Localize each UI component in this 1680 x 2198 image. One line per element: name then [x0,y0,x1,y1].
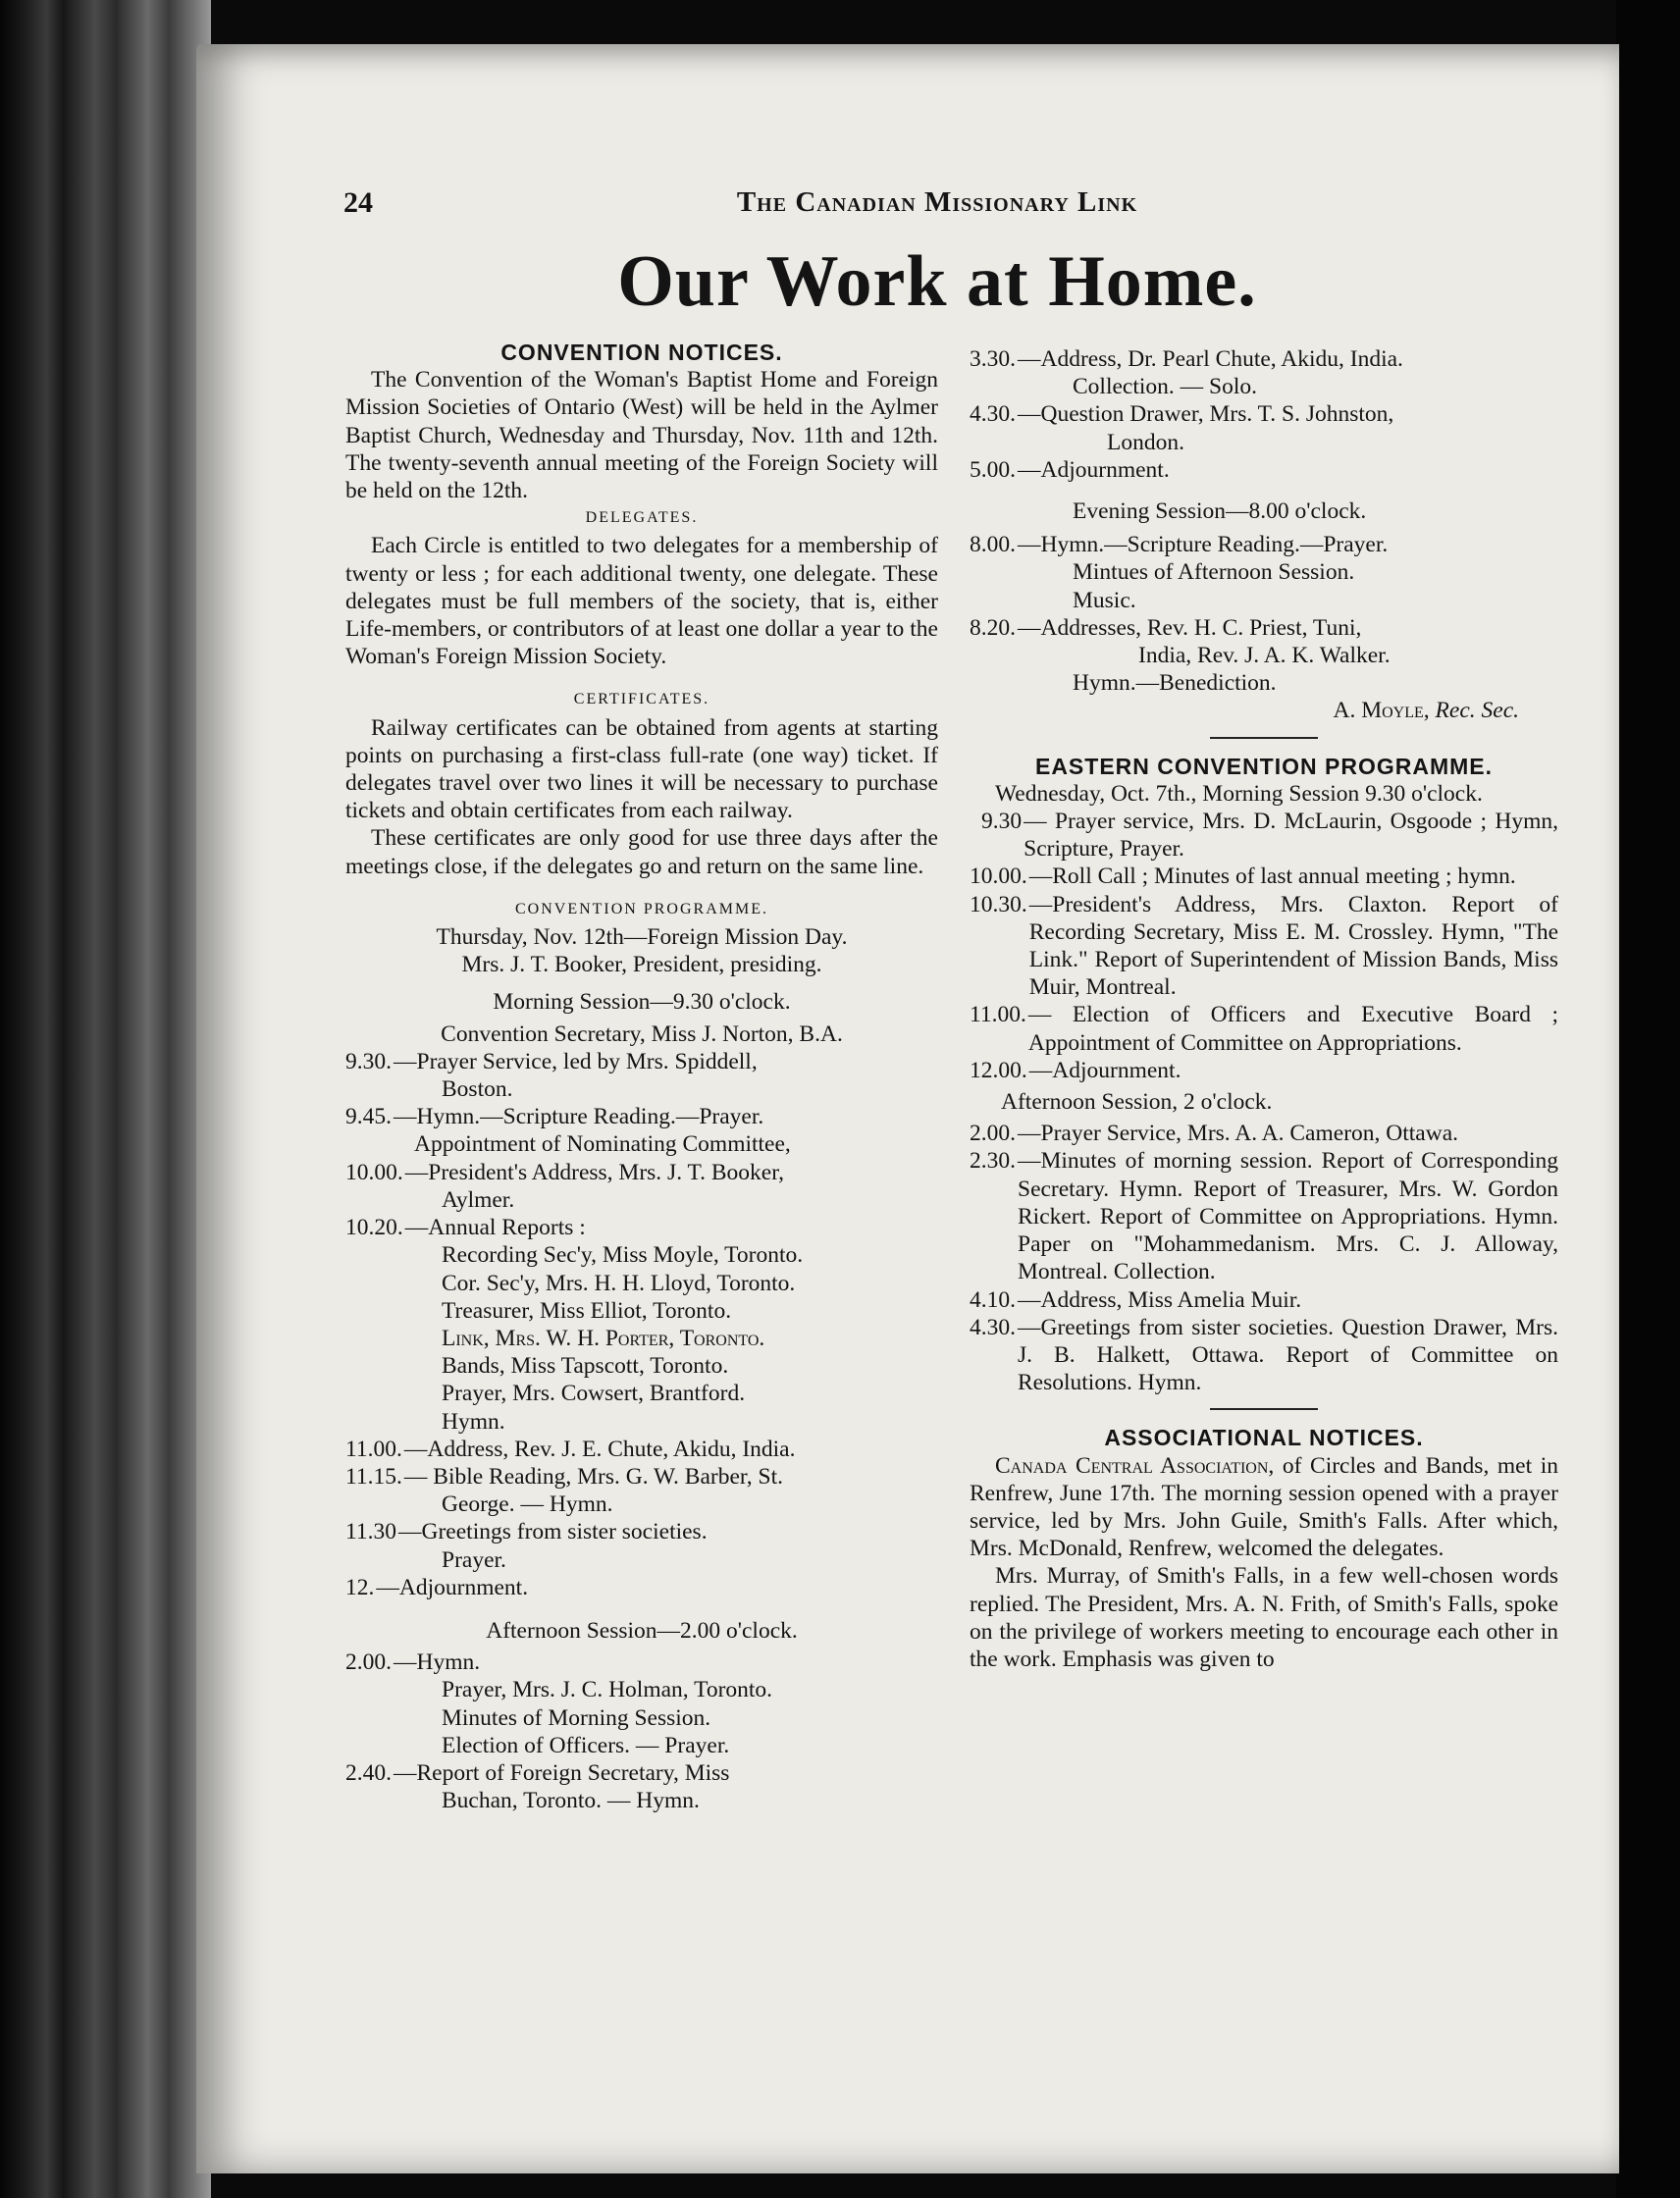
programme-item: 10.00. —Roll Call ; Minutes of last annual meeting ; hymn. [970,864,1516,890]
programme-day: Thursday, Nov. 12th—Foreign Mission Day. [436,924,848,951]
programme-item: 10.00. —President's Address, Mrs. J. T. Booker, [345,1159,784,1185]
page-title: Our Work at Home. [617,241,1257,322]
delegates-heading: DELEGATES. [585,509,699,527]
eastern-heading: EASTERN CONVENTION PROGRAMME. [1034,753,1494,779]
programme-item: 3.30. —Address, Dr. Pearl Chute, Akidu, India. [970,346,1403,372]
programme-item: 11.00. —Address, Rev. J. E. Chute, Akidu, India. [345,1436,796,1462]
programme-item: 8.00. —Hymn.—Scripture Reading.—Prayer. [970,532,1389,558]
scan-border [1616,0,1680,2198]
evening-session: Evening Session—8.00 o'clock. [1073,498,1367,525]
programme-item: 4.30. —Question Drawer, Mrs. T. S. Johnston, [970,401,1394,428]
programme-item: 8.20. —Addresses, Rev. H. C. Priest, Tuni, [970,614,1362,641]
delegates-text: Each Circle is entitled to two delegates for a membership of twenty or less ; for each additional twenty, one delegate. These delegates must be full members of the society, that is, either Life-members, or contributors of at least one dollar a year to the Woman's Foreign Mission Society. [345,533,938,670]
convention-intro: The Convention of the Woman's Baptist Home and Foreign Mission Societies of Ontario (West) will be held in the Aylmer Baptist Church, Wednesday and Thursday, Nov. 11th and 12th. The twenty-seventh annual meeting of the Foreign Society will be held on the 12th. [345,367,938,504]
running-title: The Canadian Missionary Link [736,186,1138,218]
programme-item: 2.00. —Hymn. [345,1649,481,1676]
programme-item: 11.15. — Bible Reading, Mrs. G. W. Barber, St. [345,1463,784,1490]
eastern-intro: Wednesday, Oct. 7th., Morning Session 9.30 o'clock. [995,780,1483,807]
page-number: 24 [343,186,373,219]
programme-item: 9.30 — Prayer service, Mrs. D. McLaurin, Osgoode ; Hymn, Scripture, Prayer. [981,809,1558,863]
programme-item: 4.30. —Greetings from sister societies. Question Drawer, Mrs. J. B. Halkett, Ottawa. Report of Committee on Resolutions. Hymn. [970,1314,1558,1396]
certificates-heading: CERTIFICATES. [573,691,710,708]
report-line: Prayer, Mrs. Cowsert, Brantford. [442,1381,746,1407]
certificates-text-2: These certificates are only good for use three days after the meetings close, if the delegates go and return on the same line. [345,825,938,879]
report-line: Hymn. [442,1408,505,1435]
report-line: Cor. Sec'y, Mrs. H. H. Lloyd, Toronto. [442,1270,796,1296]
associational-paragraph-1: Canada Central Association, of Circles and Bands, met in Renfrew, June 17th. The morning session opened with a prayer service, led by Mrs. John Guile, Smith's Falls. After which, Mrs. McDonald, Renfrew, welcomed the delegates. [970,1452,1558,1562]
report-line: Treasurer, Miss Elliot, Toronto. [442,1297,732,1324]
programme-item: 11.30 —Greetings from sister societies. [345,1519,708,1545]
right-column: 3.30. —Address, Dr. Pearl Chute, Akidu, India. Collection. — Solo. 4.30. —Question Drawer, Mrs. T. S. Johnston, London. 5.00. —Adjournment. Evening Session—8.00 o'clock. 8.00. —Hymn.—Scripture Reading.—Prayer. Mintues of Afternoon Session. Music. 8.20. —Addresses, Rev. H. C. Priest, Tuni, India, Rev. J. A. K. Walker. Hymn.—Benediction. A. Moyle, Rec. Sec. EASTERN CONVENTION PROGRAMME. Wednesday, Oct. 7th., Morning Session 9.30 o'clock. 9.30 — Prayer service, Mrs. D. McLaurin, Osgoode ; Hymn, Scripture, Prayer. 10.00. —Roll Call ; Minutes of last annual meeting ; hymn. 10.30. —President's Address, Mrs. Claxton. Report of Recording Secretary, Miss E. M. Crossley. Hymn, "The Link." Report of Superintendent of Mission Bands, Miss Muir, Montreal. 11.00. — Election of Officers and Executive Board ; Appointment of Committee on Appropriations. 12.00. —Adjournment. Afternoon Session, 2 o'clock. 2.00. —Prayer Service, Mrs. A. A. Cameron, Ottawa. 2.30. —Minutes of morning session. Report of Corresponding Secretary. Hymn. Report of Treasurer, Mrs. W. Gordon Rickert. Report of Committee on Appropriations. Hymn. Paper on "Mohammedanism. Mrs. C. J. Alloway, Montreal. Collection. 4.10. —Address, Miss Amelia Muir. 4.30. —Greetings from sister societies. Question Drawer, Mrs. J. B. Halkett, Ottawa. Report of Committee on Resolutions. Hymn. ASSOCIATIONAL NOTICES. Canada Central Association, of Circles and Bands, met in Renfrew, June 17th. The morning session opened with a prayer service, led by Mrs. John Guile, Smith's Falls. After which, Mrs. McDonald, Renfrew, welcomed the delegates. Mrs. Murray, of Smith's Falls, in a few well-chosen words replied. The President, Mrs. A. N. Frith, of Smith's Falls, spoke on the privilege of workers meeting to encourage each other in the work. Emphasis was given to [970,346,1558,1672]
programme-heading: CONVENTION PROGRAMME. [514,900,768,917]
report-line: Link, Mrs. W. H. Porter, Toronto. [442,1325,765,1351]
convention-notices-heading: CONVENTION NOTICES. [500,340,783,365]
programme-item: 2.40. —Report of Foreign Secretary, Miss [345,1759,730,1786]
programme-item: 12. —Adjournment. [345,1574,529,1600]
programme-item: 4.10. —Address, Miss Amelia Muir. [970,1286,1302,1313]
certificates-text-1: Railway certificates can be obtained from agents at starting points on purchasing a first-class full-rate (one way) ticket. If delegates travel over two lines it will be necessary to purchase tickets and obtain certificates from each railway. [345,714,938,824]
eastern-afternoon: Afternoon Session, 2 o'clock. [1001,1089,1273,1116]
programme-item: 10.30. —President's Address, Mrs. Claxton. Report of Recording Secretary, Miss E. M. Crossley. Hymn, "The Link." Report of Superintendent of Mission Bands, Miss Muir, Montreal. [970,891,1558,1001]
associational-heading: ASSOCIATIONAL NOTICES. [1104,1425,1424,1451]
programme-item: 9.45. —Hymn.—Scripture Reading.—Prayer. [345,1104,764,1130]
programme-item: 11.00. — Election of Officers and Executive Board ; Appointment of Committee on Appropriations. [970,1002,1558,1056]
programme-item: 9.30. —Prayer Service, led by Mrs. Spiddell, [345,1048,758,1074]
convention-secretary: Convention Secretary, Miss J. Norton, B.A. [441,1020,843,1047]
report-line: Bands, Miss Tapscott, Toronto. [442,1353,729,1380]
programme-item: 2.00. —Prayer Service, Mrs. A. A. Cameron, Ottawa. [970,1121,1459,1147]
programme-item: 5.00. —Adjournment. [970,456,1170,483]
associational-paragraph-2: Mrs. Murray, of Smith's Falls, in a few well-chosen words replied. The President, Mrs. A. N. Frith, of Smith's Falls, spoke on the privilege of workers meeting to encourage each other in the work. Emphasis was given to [970,1563,1558,1672]
report-line: Recording Sec'y, Miss Moyle, Toronto. [442,1242,804,1269]
afternoon-session: Afternoon Session—2.00 o'clock. [486,1617,798,1644]
signature: A. Moyle, Rec. Sec. [1333,698,1519,724]
programme-item: 12.00. —Adjournment. [970,1057,1181,1083]
page-header [343,186,1531,226]
section-rule [1210,1408,1318,1410]
morning-session: Morning Session—9.30 o'clock. [493,989,791,1016]
programme-item: 10.20. —Annual Reports : [345,1215,586,1241]
programme-presiding: Mrs. J. T. Booker, President, presiding. [461,952,822,978]
section-rule [1210,737,1318,739]
programme-item: 2.30. —Minutes of morning session. Report of Corresponding Secretary. Hymn. Report of Treasurer, Mrs. W. Gordon Rickert. Report of Committee on Appropriations. Hymn. Paper on "Mohammedanism. Mrs. C. J. Alloway, Montreal. Collection. [970,1148,1558,1285]
book-spine [0,0,211,2198]
left-column: CONVENTION NOTICES. The Convention of the Woman's Baptist Home and Foreign Mission Societies of Ontario (West) will be held in the Aylmer Baptist Church, Wednesday and Thursday, Nov. 11th and 12th. The twenty-seventh annual meeting of the Foreign Society will be held on the 12th. DELEGATES. Each Circle is entitled to two delegates for a membership of twenty or less ; for each additional twenty, one delegate. These delegates must be full members of the society, that is, either Life-members, or contributors of at least one dollar a year to the Woman's Foreign Mission Society. CERTIFICATES. Railway certificates can be obtained from agents at starting points on purchasing a first-class full-rate (one way) ticket. If delegates travel over two lines it will be necessary to purchase tickets and obtain certificates from each railway. These certificates are only good for use three days after the meetings close, if the delegates go and return on the same line. CONVENTION PROGRAMME. Thursday, Nov. 12th—Foreign Mission Day. Mrs. J. T. Booker, President, presiding. Morning Session—9.30 o'clock. Convention Secretary, Miss J. Norton, B.A. 9.30. —Prayer Service, led by Mrs. Spiddell, Boston. 9.45. —Hymn.—Scripture Reading.—Prayer. Appointment of Nominating Committee, 10.00. —President's Address, Mrs. J. T. Booker, Aylmer. 10.20. —Annual Reports : Recording Sec'y, Miss Moyle, Toronto. Cor. Sec'y, Mrs. H. H. Lloyd, Toronto. Treasurer, Miss Elliot, Toronto. Link, Mrs. W. H. Porter, Toronto. Bands, Miss Tapscott, Toronto. Prayer, Mrs. Cowsert, Brantford. Hymn. 11.00. —Address, Rev. J. E. Chute, Akidu, India. 11.15. — Bible Reading, Mrs. G. W. Barber, St. George. — Hymn. 11.30 —Greetings from sister societies. Prayer. 12. —Adjournment. Afternoon Session—2.00 o'clock. 2.00. —Hymn. Prayer, Mrs. J. C. Holman, Toronto. Minutes of Morning Session. Election of Officers. — Prayer. 2.40. —Report of Foreign Secretary, Miss Buchan, Toronto. — Hymn. [345,340,938,1814]
